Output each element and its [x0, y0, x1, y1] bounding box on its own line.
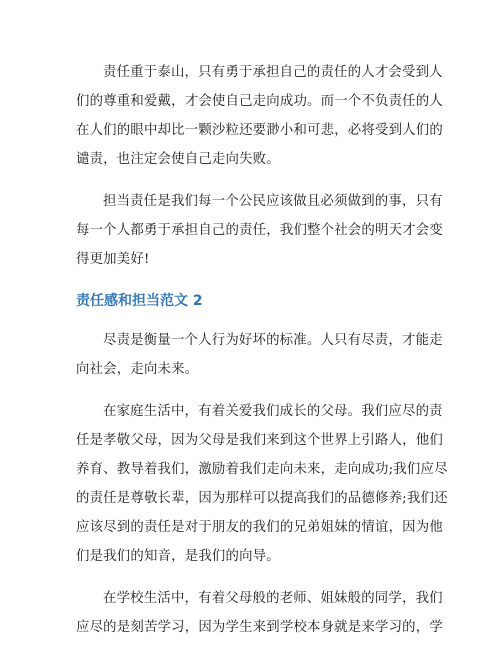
section-heading: 责任感和担当范文 2 [76, 293, 203, 309]
text-line: 向社会，走向未来。 [76, 362, 199, 377]
paragraph-standard [76, 326, 443, 384]
text-line: 的责任是尊敬长辈，因为那样可以提高我们的品德修养;我们还 [76, 491, 448, 506]
document-body [76, 58, 448, 655]
text-line: 们是我们的知音，是我们的向导。 [76, 549, 280, 564]
text-line: 每一个人都勇于承担自己的责任，我们整个社会的明天才会变 [76, 223, 443, 238]
text-line: 应尽的是刻苦学习，因为学生来到学校本身就是来学习的，学 [76, 620, 443, 635]
paragraph-school [76, 584, 443, 642]
text-line: 应该尽到的责任是对于朋友的我们的兄弟姐妹的情谊，因为他 [76, 520, 443, 535]
text-line: 责任重于泰山，只有勇于承担自己的责任的人才会受到人 [103, 65, 443, 80]
text-line: 谴责，也注定会使自己走向失败。 [76, 152, 280, 167]
text-line: 在家庭生活中，有着关爱我们成长的父母。我们应尽的责 [103, 404, 443, 419]
text-line: 在学校生活中，有着父母般的老师、姐妹般的同学，我们 [103, 591, 443, 606]
text-line: 得更加美好! [76, 252, 150, 267]
paragraph-responsibility [76, 58, 443, 174]
text-line: 在人们的眼中却比一颗沙粒还要渺小和可悲，必将受到人们的 [76, 123, 443, 138]
paragraph-family [76, 397, 448, 571]
text-line: 养育、教导着我们，激励着我们走向未来，走向成功;我们应尽 [76, 462, 448, 477]
text-line: 尽责是衡量一个人行为好坏的标准。人只有尽责，才能走 [103, 333, 443, 348]
text-line: 担当责任是我们每一个公民应该做且必须做到的事，只有 [103, 194, 443, 209]
text-line: 任是孝敬父母，因为父母是我们来到这个世界上引路人，他们 [76, 433, 443, 448]
paragraph-duty [76, 187, 443, 274]
text-line: 们的尊重和爱戴，才会使自己走向成功。而一个不负责任的人 [76, 94, 443, 109]
